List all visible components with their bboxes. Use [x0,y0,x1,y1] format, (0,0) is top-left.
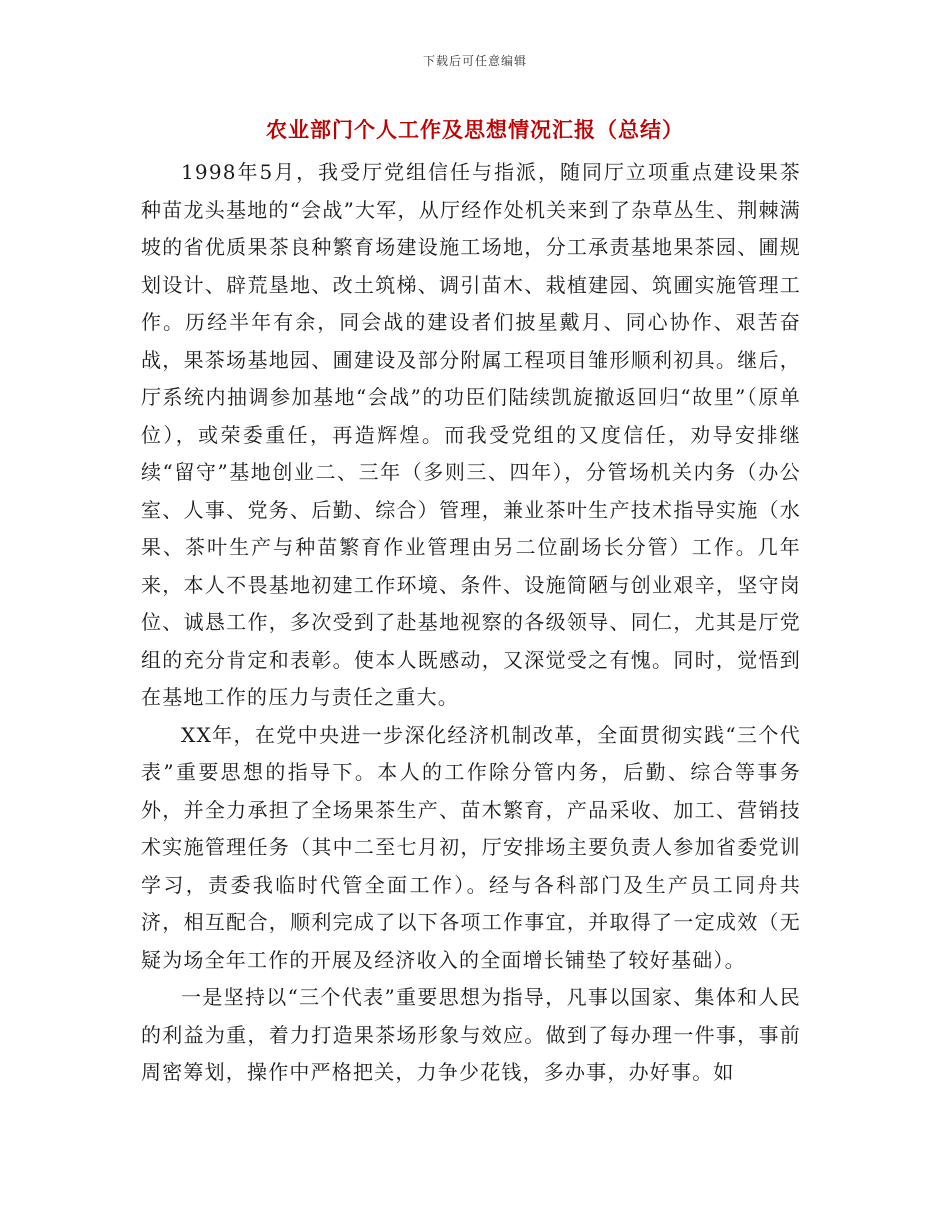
paragraph-3: 一是坚持以“三个代表”重要思想为指导，凡事以国家、集体和人民的利益为重，着力打造果茶场形象与效应。做到了每办理一件事，事前周密筹划，操作中严格把关，力争少花钱，多办事，办好事。如 [141,985,801,1084]
paragraph-2: XX年，在党中央进一步深化经济机制改革，全面贯彻实践“三个代表”重要思想的指导下。本人的工作除分管内务，后勤、综合等事务外，并全力承担了全场果茶生产、苗木繁育，产品采收、加工、营销技术实施管理任务（其中二至七月初，厅安排场主要负责人参加省委党训学习，责委我临时代管全面工作）。经与各科部门及生产员工同舟共济，相互配合，顺利完成了以下各项工作事宜，并取得了一定成效（无疑为场全年工作的开展及经济收入的全面增长铺垫了较好基础）。 [141,722,801,972]
document-body [141,154,801,1092]
paragraph-1: 1998年5月，我受厅党组信任与指派，随同厅立项重点建设果茶种苗龙头基地的“会战”大军，从厅经作处机关来到了杂草丛生、荆棘满坡的省优质果茶良种繁育场建设施工场地，分工承责基地果茶园、圃规划设计、辟荒垦地、改土筑梯、调引苗木、栽植建园、筑圃实施管理工作。历经半年有余，同会战的建设者们披星戴月、同心协作、艰苦奋战，果茶场基地园、圃建设及部分附属工程项目雏形顺利初具。继后，厅系统内抽调参加基地“会战”的功臣们陆续凯旋撤返回归“故里”（原单位），或荣委重任，再造辉煌。而我受党组的又度信任，劝导安排继续“留守”基地创业二、三年（多则三、四年），分管场机关内务（办公室、人事、党务、后勤、综合）管理，兼业茶叶生产技术指导实施（水果、茶叶生产与种苗繁育作业管理由另二位副场长分管）工作。几年来，本人不畏基地初建工作环境、条件、设施简陋与创业艰辛，坚守岗位、诚恳工作，多次受到了赴基地视察的各级领导、同仁，尤其是厅党组的充分肯定和表彰。使本人既感动，又深觉受之有愧。同时，觉悟到在基地工作的压力与责任之重大。 [141,160,801,709]
document-title: 农业部门个人工作及思想情况汇报（总结） [266,118,684,142]
header-note: 下载后可任意编辑 [422,54,527,68]
